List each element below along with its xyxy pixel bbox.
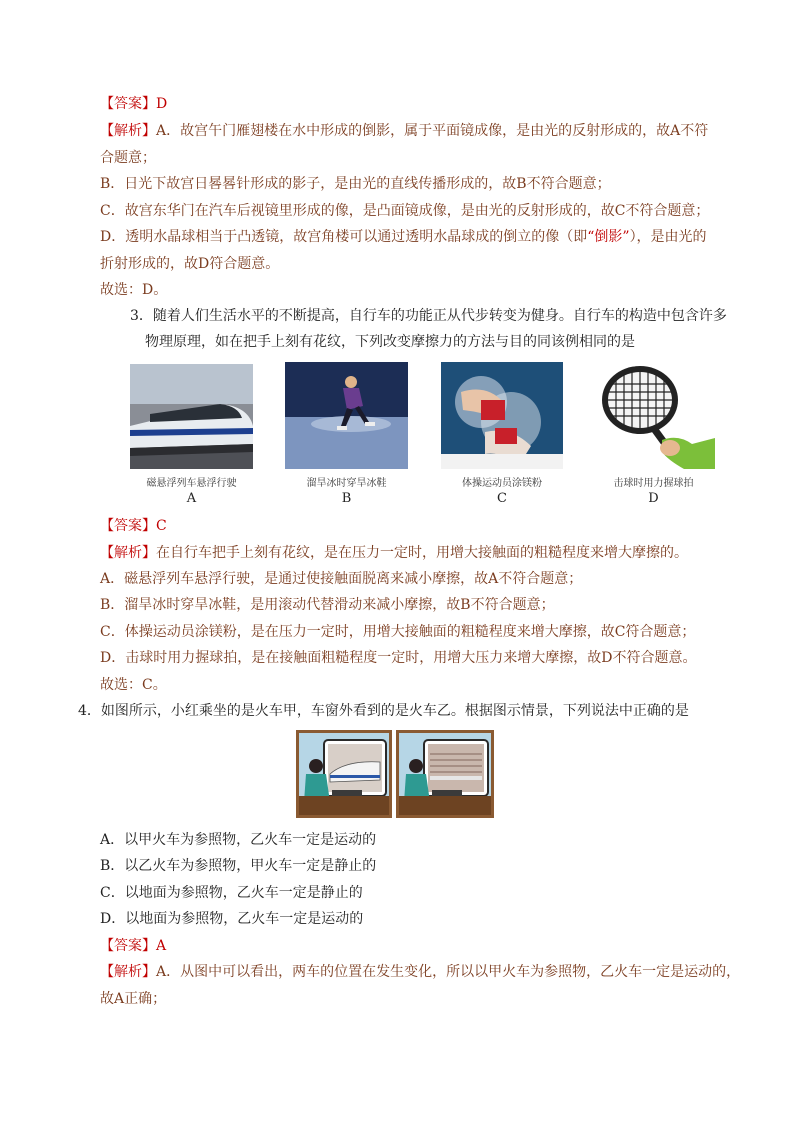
option-letter-a: A xyxy=(186,491,197,506)
option-letter-d: D xyxy=(648,491,659,506)
skater-image xyxy=(285,362,408,469)
q3-analysis-line-3: B．溜旱冰时穿旱冰鞋，是用滚动代替滑动来减小摩擦，故B不符合题意； xyxy=(100,597,555,613)
answer-value: D xyxy=(156,96,168,112)
answer-tag: 【答案】 xyxy=(100,518,156,534)
q3-stem-line-2: 物理原理，如在把手上刻有花纹，下列改变摩擦力的方法与目的同该例相同的是 xyxy=(145,334,635,350)
option-letter-b: B xyxy=(341,491,352,506)
answer-tag: 【答案】 xyxy=(100,96,156,112)
q4-answer-line xyxy=(100,935,166,957)
q3-analysis-line-5: D．击球时用力握球拍，是在接触面粗糙程度一定时，用增大压力来增大摩擦，故D不符合题意。 xyxy=(100,650,697,666)
q2-analysis-line-1: 【解析】A．故宫午门雁翅楼在水中形成的倒影，属于平面镜成像，是由光的反射形成的，故A不符 xyxy=(100,123,709,139)
q2-analysis-line-3: B．日光下故宫日晷晷针形成的影子，是由光的直线传播形成的，故B不符合题意； xyxy=(100,176,611,192)
answer-value: A xyxy=(156,938,167,954)
tennis-racket-image xyxy=(592,360,715,469)
q4-option-a: A．以甲火车为参照物，乙火车一定是运动的 xyxy=(100,832,377,848)
option-letter-c: C xyxy=(497,491,507,506)
q4-option-c: C．以地面为参照物，乙火车一定是静止的 xyxy=(100,885,363,901)
option-caption-a: 磁悬浮列车悬浮行驶 xyxy=(146,478,237,489)
q3-analysis-line-2: A．磁悬浮列车悬浮行驶，是通过使接触面脱离来减小摩擦，故A不符合题意； xyxy=(100,571,583,587)
q4-analysis-line-1: 【解析】A．从图中可以看出，两车的位置在发生变化，所以以甲火车为参照物，乙火车一定是运动的， xyxy=(100,964,741,980)
analysis-tag: 【解析】 xyxy=(100,123,156,139)
q2-analysis-line-5: D．透明水晶球相当于凸透镜，故宫角楼可以通过透明水晶球成的倒立的像（即“倒影”），是由光的 xyxy=(100,229,707,245)
q3-answer-line xyxy=(100,515,167,537)
analysis-tag: 【解析】 xyxy=(100,964,156,980)
q3-stem-line-1: 3．随着人们生活水平的不断提高，自行车的功能正从代步转变为健身。自行车的构造中包含许多 xyxy=(130,308,727,324)
maglev-train-image xyxy=(130,364,253,469)
q2-analysis-line-2: 合题意； xyxy=(100,150,156,166)
analysis-tag: 【解析】 xyxy=(100,545,156,561)
q3-analysis-line-4: C．体操运动员涂镁粉，是在压力一定时，用增大接触面的粗糙程度来增大摩擦，故C符合题意； xyxy=(100,624,696,640)
option-caption-d: 击球时用力握球拍 xyxy=(613,478,694,489)
gymnast-chalk-image xyxy=(441,362,563,469)
q4-option-b: B．以乙火车为参照物，甲火车一定是静止的 xyxy=(100,858,377,874)
q2-answer-line xyxy=(100,93,167,115)
q2-analysis-line-6: 折射形成的，故D符合题意。 xyxy=(100,256,280,272)
q3-choose-line: 故选：C。 xyxy=(100,677,167,693)
q4-analysis-line-2: 故A正确； xyxy=(100,991,167,1007)
q4-stem-line: 4．如图所示，小红乘坐的是火车甲，车窗外看到的是火车乙。根据图示情景，下列说法中正确的是 xyxy=(78,703,689,719)
q2-analysis-line-4: C．故宫东华门在汽车后视镜里形成的像，是凸面镜成像，是由光的反射形成的，故C不符合题意； xyxy=(100,203,710,219)
answer-value: C xyxy=(156,518,167,534)
q2-choose-line: 故选：D。 xyxy=(100,282,168,298)
train-window-image-2 xyxy=(396,730,494,818)
option-caption-b: 溜旱冰时穿旱冰鞋 xyxy=(306,478,387,489)
q4-option-d: D．以地面为参照物，乙火车一定是运动的 xyxy=(100,911,364,927)
answer-tag: 【答案】 xyxy=(100,938,156,954)
q3-analysis-line-1: 【解析】在自行车把手上刻有花纹，是在压力一定时，用增大接触面的粗糙程度来增大摩擦的。 xyxy=(100,545,688,561)
option-caption-c: 体操运动员涂镁粉 xyxy=(462,478,542,489)
train-window-image-1 xyxy=(296,730,392,818)
